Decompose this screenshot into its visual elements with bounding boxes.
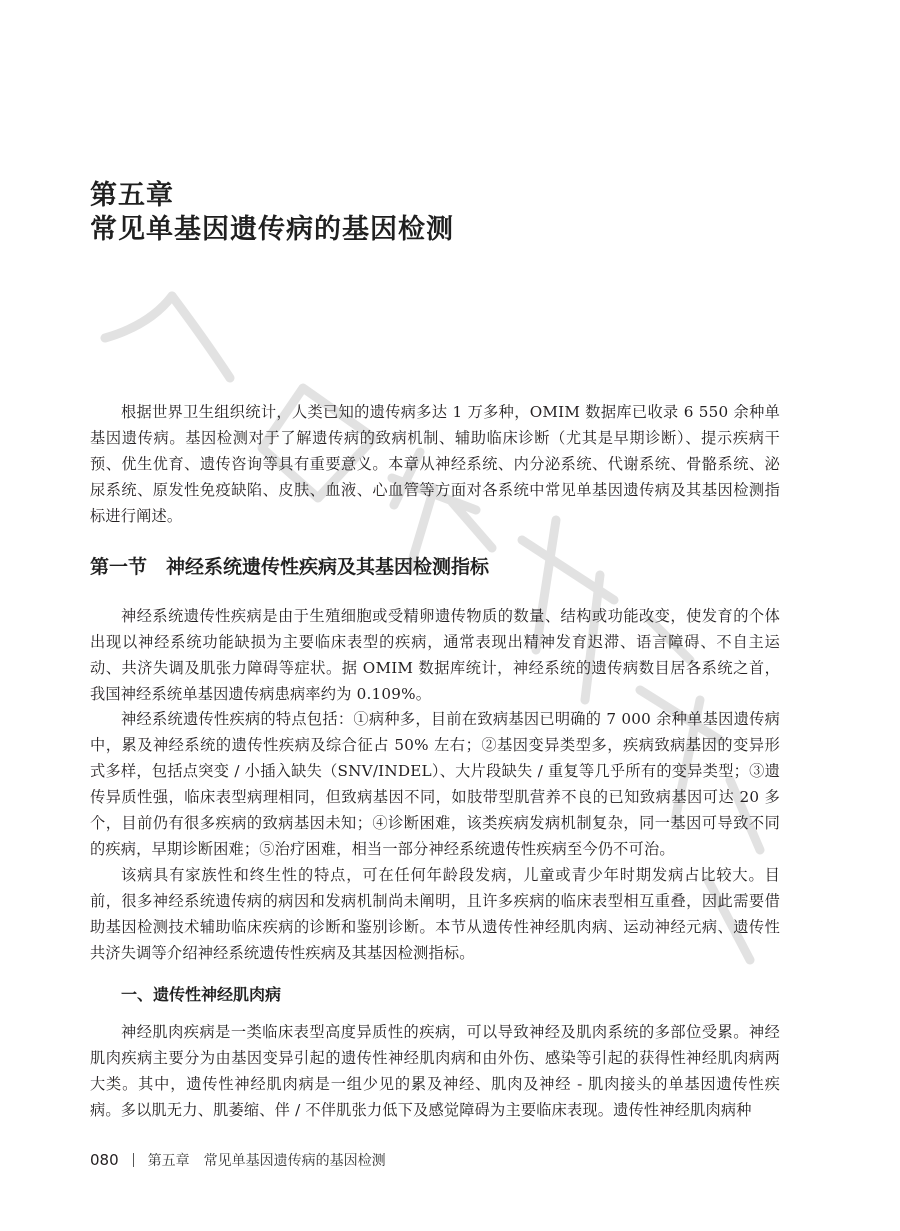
intro-paragraph: 根据世界卫生组织统计，人类已知的遗传病多达 1 万多种，OMIM 数据库已收录 6 550 余种单基因遗传病。基因检测对于了解遗传病的致病机制、辅助临床诊断（尤其是早期诊断）、提示疾病干预、优生优育、遗传咨询等具有重要意义。本章从神经系统、内分泌系统、代谢系统、骨骼系统、泌尿系统、原发性免疫缺陷、皮肤、血液、心血管等方面对各系统中常见单基因遗传病及其基因检测指标进行阐述。 (90, 403, 780, 525)
running-title: 第五章 常见单基因遗传病的基因检测 (147, 1153, 386, 1169)
chapter-title: 常见单基因遗传病的基因检测 (90, 214, 454, 245)
section-heading: 第一节 神经系统遗传性疾病及其基因检测指标 (90, 556, 490, 578)
page-footer (90, 1150, 386, 1170)
body-paragraph-3: 该病具有家族性和终生性的特点，可在任何年龄段发病，儿童或青少年时期发病占比较大。目前，很多神经系统遗传病的病因和发病机制尚未阐明，且许多疾病的临床表型相互重叠，因此需要借助基因检测技术辅助临床疾病的诊断和鉴别诊断。本节从遗传性神经肌肉病、运动神经元病、遗传性共济失调等介绍神经系统遗传性疾病及其基因检测指标。 (90, 866, 780, 962)
subsection-paragraph: 神经肌肉疾病是一类临床表型高度异质性的疾病，可以导致神经及肌肉系统的多部位受累。神经肌肉疾病主要分为由基因变异引起的遗传性神经肌肉病和由外伤、感染等引起的获得性神经肌肉病两大类。其中，遗传性神经肌肉病是一组少见的累及神经、肌肉及神经 - 肌肉接头的单基因遗传性疾病。多以肌无力、肌萎缩、伴 / 不伴肌张力低下及感觉障碍为主要临床表现。遗传性神经肌肉病种 (90, 1023, 780, 1119)
subsection-heading: 一、遗传性神经肌肉病 (121, 985, 282, 1004)
page-number: 080 (90, 1151, 119, 1169)
body-paragraph-2: 神经系统遗传性疾病的特点包括：①病种多，目前在致病基因已明确的 7 000 余种单基因遗传病中，累及神经系统的遗传性疾病及综合征占 50% 左右；②基因变异类型多，疾病致病基因的变异形式多样，包括点突变 / 小插入缺失（SNV/INDEL）、大片段缺失 / 重复等几乎所有的变异类型；③遗传异质性强，临床表型病理相同，但致病基因不同，如肢带型肌营养不良的已知致病基因可达 20 多个，目前仍有很多疾病的致病基因未知；④诊断困难，该类疾病发病机制复杂，同一基因可导致不同的疾病，早期诊断困难；⑤治疗困难，相当一部分神经系统遗传性疾病至今仍不可治。 (90, 710, 780, 858)
footer-divider (133, 1153, 134, 1167)
chapter-number: 第五章 (90, 180, 174, 211)
body-paragraph-1: 神经系统遗传性疾病是由于生殖细胞或受精卵遗传物质的数量、结构或功能改变，使发育的个体出现以神经系统功能缺损为主要临床表型的疾病，通常表现出精神发育迟滞、语言障碍、不自主运动、共济失调及肌张力障碍等症状。据 OMIM 数据库统计，神经系统的遗传病数目居各系统之首，我国神经系统单基因遗传病患病率约为 0.109%。 (90, 607, 780, 703)
